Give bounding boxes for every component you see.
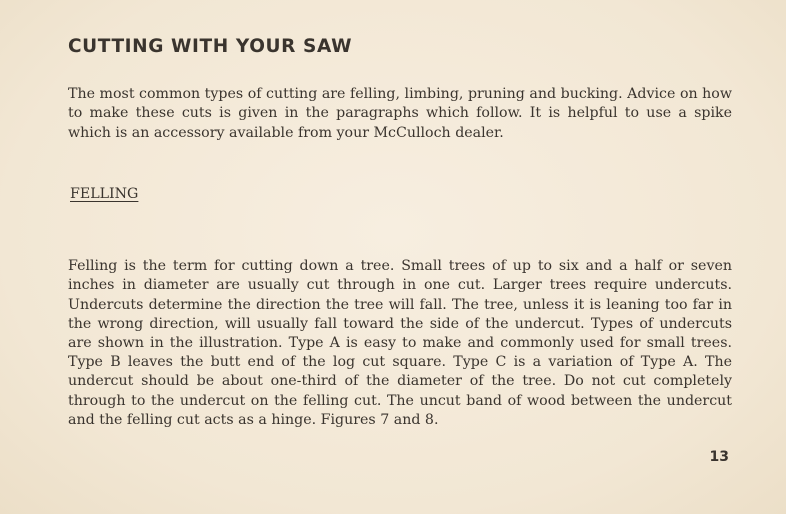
page-number: 13 xyxy=(709,449,729,465)
felling-subheading: FELLING xyxy=(70,186,139,202)
felling-paragraph: Felling is the term for cutting down a tree. Small trees of up to six and a half or seven inches in diameter are usually cut through in one cut. Larger trees require undercuts. Undercuts determine the direction the tree will fall. The tree, unless it is leaning too far in the wrong direction, will usually fall toward the side of the undercut. Types of undercuts are shown in the illustration. Type A is easy to make and commonly used for small trees. Type B leaves the butt end of the log cut square. Type C is a variation of Type A. The undercut should be about one-third of the diameter of the tree. Do not cut completely through to the undercut on the felling cut. The uncut band of wood between the undercut and the felling cut acts as a hinge. Figures 7 and 8. xyxy=(68,258,732,428)
intro-paragraph: The most common types of cutting are felling, limbing, pruning and bucking. Advice on how to make these cuts is given in the paragraphs which follow. It is helpful to use a spike which is an accessory available from your McCulloch dealer. xyxy=(68,86,732,141)
section-heading: CUTTING WITH YOUR SAW xyxy=(68,36,353,57)
